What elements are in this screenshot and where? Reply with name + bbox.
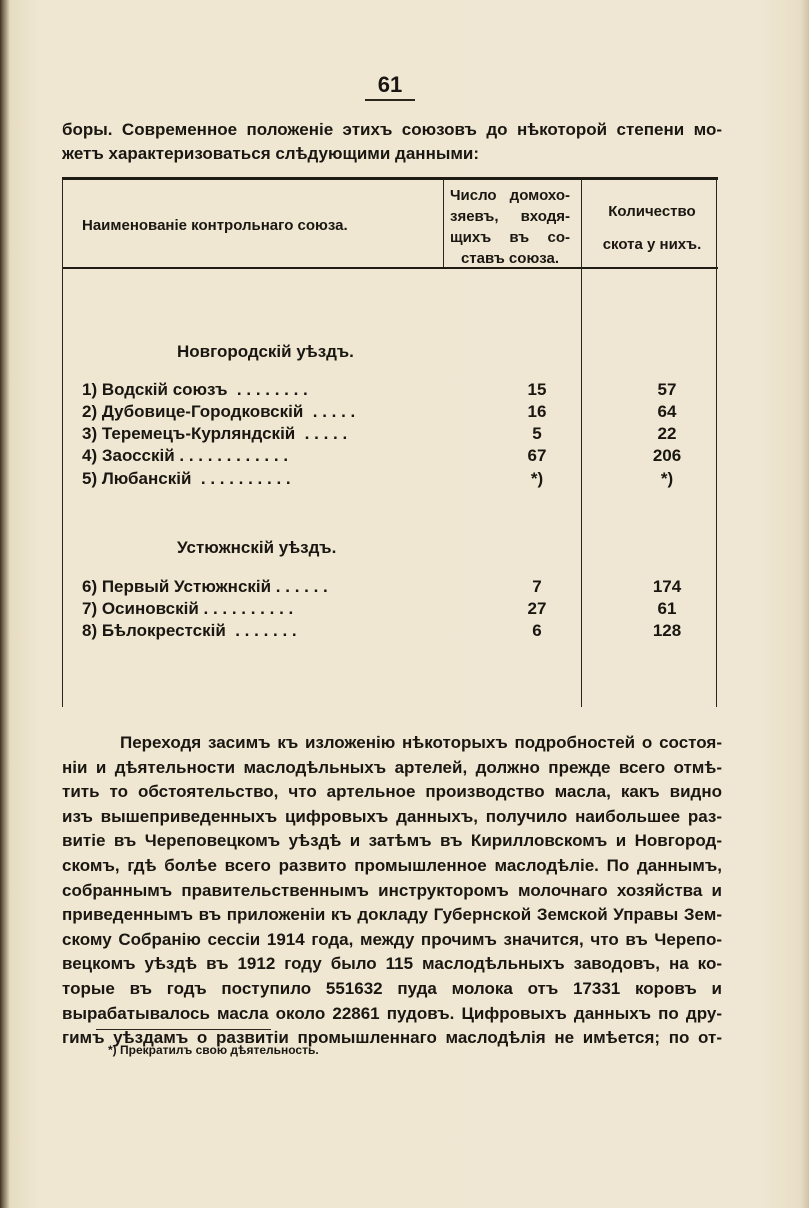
table-header-rule <box>62 267 718 269</box>
header-count-line: ставъ союза. <box>460 250 560 267</box>
body-line: скомъ, гдѣ болѣе всего развито промышленное маслодѣліе. По даннымъ, <box>62 855 722 875</box>
unions-table <box>62 177 718 707</box>
row-household-count: 27 <box>527 599 547 618</box>
row-cattle-count: 22 <box>657 424 677 443</box>
row-household-count: 7 <box>532 577 542 596</box>
table-row <box>82 599 702 621</box>
body-line: собраннымъ правительственнымъ инструкторомъ молочнаго хозяйства и <box>62 880 722 900</box>
body-line: изъ вышеприведенныхъ цифровыхъ данныхъ, получило наибольшее раз- <box>62 806 722 826</box>
intro-line: боры. Современное положеніе этихъ союзовъ до нѣкоторой степени мо- <box>62 120 722 139</box>
body-paragraph <box>62 731 722 1051</box>
body-line: Переходя засимъ къ изложенію нѣкоторыхъ подробностей о состоя- <box>120 733 722 752</box>
header-count-line: зяевъ, входя- <box>450 208 570 225</box>
header-cattle-line: Количество <box>608 203 696 220</box>
table-row <box>82 577 702 599</box>
row-household-count: *) <box>530 469 544 488</box>
table-column-divider <box>443 179 444 267</box>
body-line: ніи и дѣятельности маслодѣльныхъ артелей, должно прежде всего отмѣ- <box>62 757 722 777</box>
row-name: 7) Осиновскій . . . . . . . . . . <box>82 599 294 618</box>
district-title: Новгородскій уѣздъ. <box>177 342 354 361</box>
table-row <box>82 402 702 424</box>
row-cattle-count: 61 <box>657 599 677 618</box>
row-name: 3) Теремецъ-Курляндскій . . . . . <box>82 424 348 443</box>
table-top-rule <box>62 177 718 180</box>
header-count-line: щихъ въ со- <box>450 229 570 246</box>
body-line: вырабатывалось масла около 22861 пудовъ. Цифровыхъ данныхъ по дру- <box>62 1003 722 1023</box>
table-row <box>82 424 702 446</box>
row-household-count: 5 <box>532 424 542 443</box>
body-line: витіе въ Череповецкомъ уѣздѣ и затѣмъ въ Кирилловскомъ и Новгород- <box>62 831 722 851</box>
intro-paragraph <box>62 118 722 166</box>
header-count-line: Число домохо- <box>450 187 570 204</box>
body-line: вецкомъ уѣздѣ въ 1912 году было 115 маслодѣльныхъ заводовъ, на ко- <box>62 954 722 974</box>
row-name: 6) Первый Устюжнскій . . . . . . <box>82 577 328 596</box>
body-line: приведеннымъ въ приложеніи къ докладу Губернской Земской Управы Зем- <box>62 905 722 925</box>
row-name: 1) Водскій союзъ . . . . . . . . <box>82 380 308 399</box>
body-line: гимъ уѣздамъ о развитіи промышленнаго маслодѣлія не имѣется; по от- <box>62 1028 722 1048</box>
page-number-rule <box>365 99 415 101</box>
row-household-count: 67 <box>527 446 547 465</box>
table-row <box>82 469 702 491</box>
row-name: 8) Бѣлокрестскій . . . . . . . <box>82 621 297 640</box>
row-household-count: 16 <box>527 402 547 421</box>
row-cattle-count: 64 <box>657 402 677 421</box>
table-row <box>82 446 702 468</box>
page-number: 61 <box>377 72 403 97</box>
header-union-name: Наименованіе контрольнаго союза. <box>82 217 348 234</box>
row-cattle-count: 206 <box>652 446 682 465</box>
header-cattle-count <box>587 195 717 261</box>
row-household-count: 15 <box>527 380 547 399</box>
row-cattle-count: 57 <box>657 380 677 399</box>
row-name: 2) Дубовице-Городковскій . . . . . <box>82 402 356 421</box>
body-line: тить то обстоятельство, что артельное производство масла, какъ видно <box>62 782 722 802</box>
row-household-count: 6 <box>532 621 542 640</box>
body-line: торые въ годъ поступило 551632 пуда молока отъ 17331 коровъ и <box>62 978 722 998</box>
district-title: Устюжнскій уѣздъ. <box>177 538 337 557</box>
footnote: *) Прекратилъ свою дѣятельность. <box>108 1043 319 1057</box>
header-cattle-line: скота у нихъ. <box>602 236 702 253</box>
intro-line: жетъ характеризоваться слѣдующими данными: <box>62 144 480 163</box>
table-row <box>82 621 702 643</box>
row-name: 5) Любанскій . . . . . . . . . . <box>82 469 291 488</box>
footnote-rule <box>96 1029 271 1030</box>
table-row <box>82 380 702 402</box>
header-household-count <box>450 185 570 269</box>
table-left-border <box>62 179 63 707</box>
row-name: 4) Заосскій . . . . . . . . . . . . <box>82 446 289 465</box>
row-cattle-count: *) <box>660 469 674 488</box>
row-cattle-count: 174 <box>652 577 682 596</box>
body-line: скому Собранію сессіи 1914 года, между прочимъ значится, что въ Черепо- <box>62 929 722 949</box>
row-cattle-count: 128 <box>652 621 682 640</box>
